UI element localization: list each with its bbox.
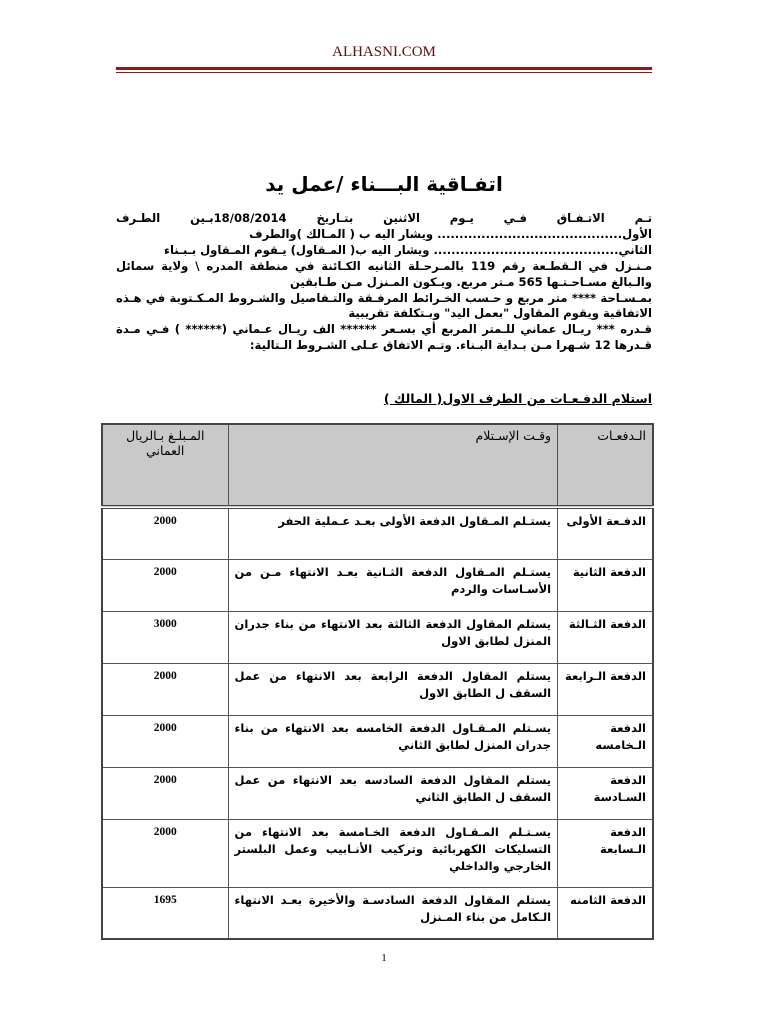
header-payment: الـدفعـات [558, 424, 653, 507]
time-cell: يسـتـلم المـقـاول الدفعة الخـامسة بعد الانتهاء من التسليكات الكهربائية وتركيب الأنـابيب وعمل البلستر الخارجي والداخلي [228, 819, 558, 887]
payment-cell: الدفعة الـسابعة [558, 819, 653, 887]
amount-cell: 2000 [102, 663, 228, 715]
paragraph-line: تـم الاتـفـاق فـي يـوم الاثنين بتـاريخ 18/08/2014بـين الطـرف الأول.......................................... ويشار اليه ب ( المـالك )والطرف [116, 211, 652, 241]
payment-cell: الدفعة السـادسة [558, 767, 653, 819]
paragraph-line: بمـسـاحة **** متر مربع و حـسب الخـرائط المرفـقة والتـفاصيل والشـروط المـكـتوبة في هـذه الاتفاقية ويقوم المقاول "بعمل اليد" وبـتكلفة تقريبية [116, 290, 652, 321]
payment-cell: الدفعة الـرابعة [558, 663, 653, 715]
amount-cell: 3000 [102, 611, 228, 663]
time-cell: يستـلم المـقاول الدفعة الأولى بعـد عـملية الحفر [228, 507, 558, 559]
table-row [102, 663, 653, 715]
table-row [102, 611, 653, 663]
paragraph-line: قـدره *** ريـال عماني للـمتر المربع أي بسـعر ****** الف ريـال عـماني (****** ) فـي مـدة قـدرها 12 شـهرا مـن بـداية البـناء. وتـم الاتفاق عـلى الشـروط الـتالية: [116, 322, 652, 353]
paragraph-line: الثاني.......................................... ويشار اليه ب( المـقاول) يـقوم المـقاول بـبـناء [164, 242, 652, 257]
table-header-row [102, 424, 653, 507]
agreement-paragraph [116, 211, 652, 354]
payments-heading: استلام الدفـعـات من الطرف الاول( المالك ) [383, 391, 652, 406]
header-amount: المـبلـغ بـالريال العماني [102, 424, 228, 507]
paragraph-line: مـنـزل في الـقطـعة رقم 119 بالمـرحـلة الثانيه الكـائنة في منطقة المدره \ ولاية سمائل والـبالغ مسـاحـتـها 565 مـتر مربع. ويـكون المـنزل مـن طـابقين [116, 258, 652, 289]
payment-cell: الدفعة الثـالثة [558, 611, 653, 663]
table-row [102, 507, 653, 559]
table-row [102, 559, 653, 611]
payments-table [101, 423, 654, 940]
site-header: ALHASNI.COM [332, 44, 436, 60]
amount-cell: 2000 [102, 767, 228, 819]
payment-cell: الدفعة الثامنه [558, 887, 653, 939]
header-rule-thick [116, 67, 652, 70]
header-time: وقـت الإسـتلام [228, 424, 558, 507]
payment-cell: الدفعة الـخامسه [558, 715, 653, 767]
amount-cell: 1695 [102, 887, 228, 939]
amount-cell: 2000 [102, 715, 228, 767]
table-row [102, 767, 653, 819]
time-cell: يستلم المقاول الدفعة الرابعة بعد الانتهاء من عمل السقف ل الطابق الاول [228, 663, 558, 715]
document-title: اتفـاقية البـــناء /عمل يد [265, 172, 503, 196]
time-cell: يستلم المقاول الدفعة الثالثة بعد الانتهاء من بناء جدران المنزل لطابق الاول [228, 611, 558, 663]
table-row [102, 715, 653, 767]
time-cell: يسـتلم المـقـاول الدفعة الخامسه بعد الانتهاء من بناء جدران المنزل لطابق الثاني [228, 715, 558, 767]
time-cell: يستلم المقاول الدفعة السادسه بعد الانتهاء من عمل السقف ل الطابق الثاني [228, 767, 558, 819]
amount-cell: 2000 [102, 559, 228, 611]
table-row [102, 887, 653, 939]
amount-cell: 2000 [102, 819, 228, 887]
payment-cell: الدفـعة الأولى [558, 507, 653, 559]
time-cell: يستلم المقاول الدفعة السادسـة والأخيرة بعـد الانتهاء الـكامل من بناء المـنزل [228, 887, 558, 939]
time-cell: يستـلم المـقاول الدفعة الثـانية بعـد الانتهاء مـن من الأسـاسات والردم [228, 559, 558, 611]
amount-cell: 2000 [102, 507, 228, 559]
payment-cell: الدفعة الثانية [558, 559, 653, 611]
table-row [102, 819, 653, 887]
header-rule-thin [116, 72, 652, 73]
page-number: 1 [381, 952, 387, 964]
